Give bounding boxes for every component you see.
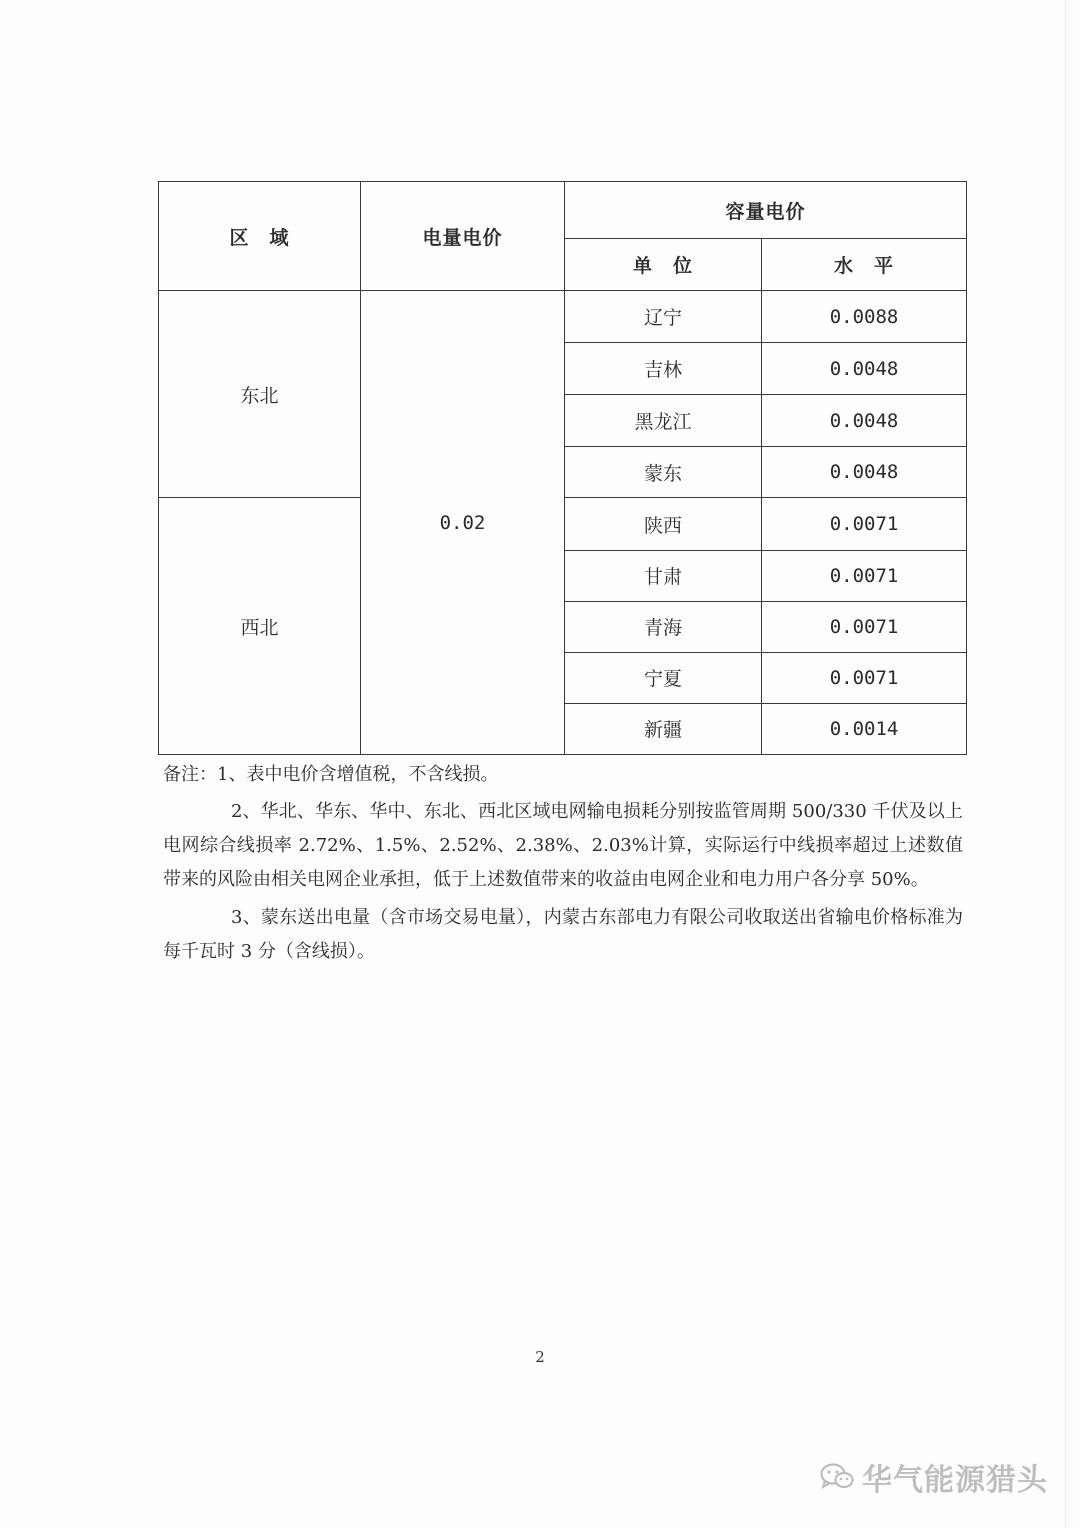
- level-cell: 0.0071: [762, 601, 967, 652]
- table-row: [159, 291, 967, 343]
- unit-cell: 辽宁: [565, 291, 762, 343]
- note-3: 3、蒙东送出电量（含市场交易电量），内蒙古东部电力有限公司收取送出省输电价格标准为每千瓦时 3 分（含线损）。: [163, 907, 963, 962]
- level-cell: 0.0071: [762, 498, 967, 550]
- unit-cell: 青海: [565, 601, 762, 652]
- level-cell: 0.0048: [762, 343, 967, 395]
- unit-cell: 甘肃: [565, 550, 762, 601]
- header-energy-price: 电量电价: [361, 182, 565, 291]
- transmission-price-table: [158, 181, 967, 755]
- watermark-text: 华气能源猎头: [862, 1463, 1048, 1498]
- header-level: 水 平: [762, 239, 967, 291]
- level-cell: 0.0014: [762, 703, 967, 754]
- unit-cell: 黑龙江: [565, 395, 762, 447]
- unit-cell: 宁夏: [565, 652, 762, 703]
- page-number: 2: [535, 1348, 545, 1366]
- wechat-icon: [820, 1463, 854, 1491]
- unit-cell: 吉林: [565, 343, 762, 395]
- header-capacity-price: 容量电价: [565, 182, 967, 239]
- level-cell: 0.0048: [762, 447, 967, 498]
- level-cell: 0.0048: [762, 395, 967, 447]
- unit-cell: 新疆: [565, 703, 762, 754]
- header-region: 区 域: [159, 182, 361, 291]
- level-cell: 0.0088: [762, 291, 967, 343]
- region-cell-dongbei: 东北: [159, 291, 361, 498]
- header-row-1: [159, 182, 967, 239]
- level-cell: 0.0071: [762, 652, 967, 703]
- note-1: 备注：1、表中电价含增值税，不含线损。: [163, 764, 499, 785]
- watermark: [820, 1455, 1048, 1499]
- note-2: 2、华北、华东、华中、东北、西北区域电网输电损耗分别按监管周期 500/330 千伏及以上电网综合线损率 2.72%、1.5%、2.52%、2.38%、2.03%计算，实际运行中线损率超过上述数值带来的风险由相关电网企业承担，低于上述数值带来的收益由电网企业和电力用户各分享 50%。: [163, 801, 963, 890]
- unit-cell: 蒙东: [565, 447, 762, 498]
- unit-cell: 陕西: [565, 498, 762, 550]
- header-unit: 单 位: [565, 239, 762, 291]
- page-edge: [1065, 0, 1066, 1528]
- notes-section: [163, 758, 963, 969]
- energy-price-value: 0.02: [361, 291, 565, 755]
- level-cell: 0.0071: [762, 550, 967, 601]
- region-cell-xibei: 西北: [159, 498, 361, 755]
